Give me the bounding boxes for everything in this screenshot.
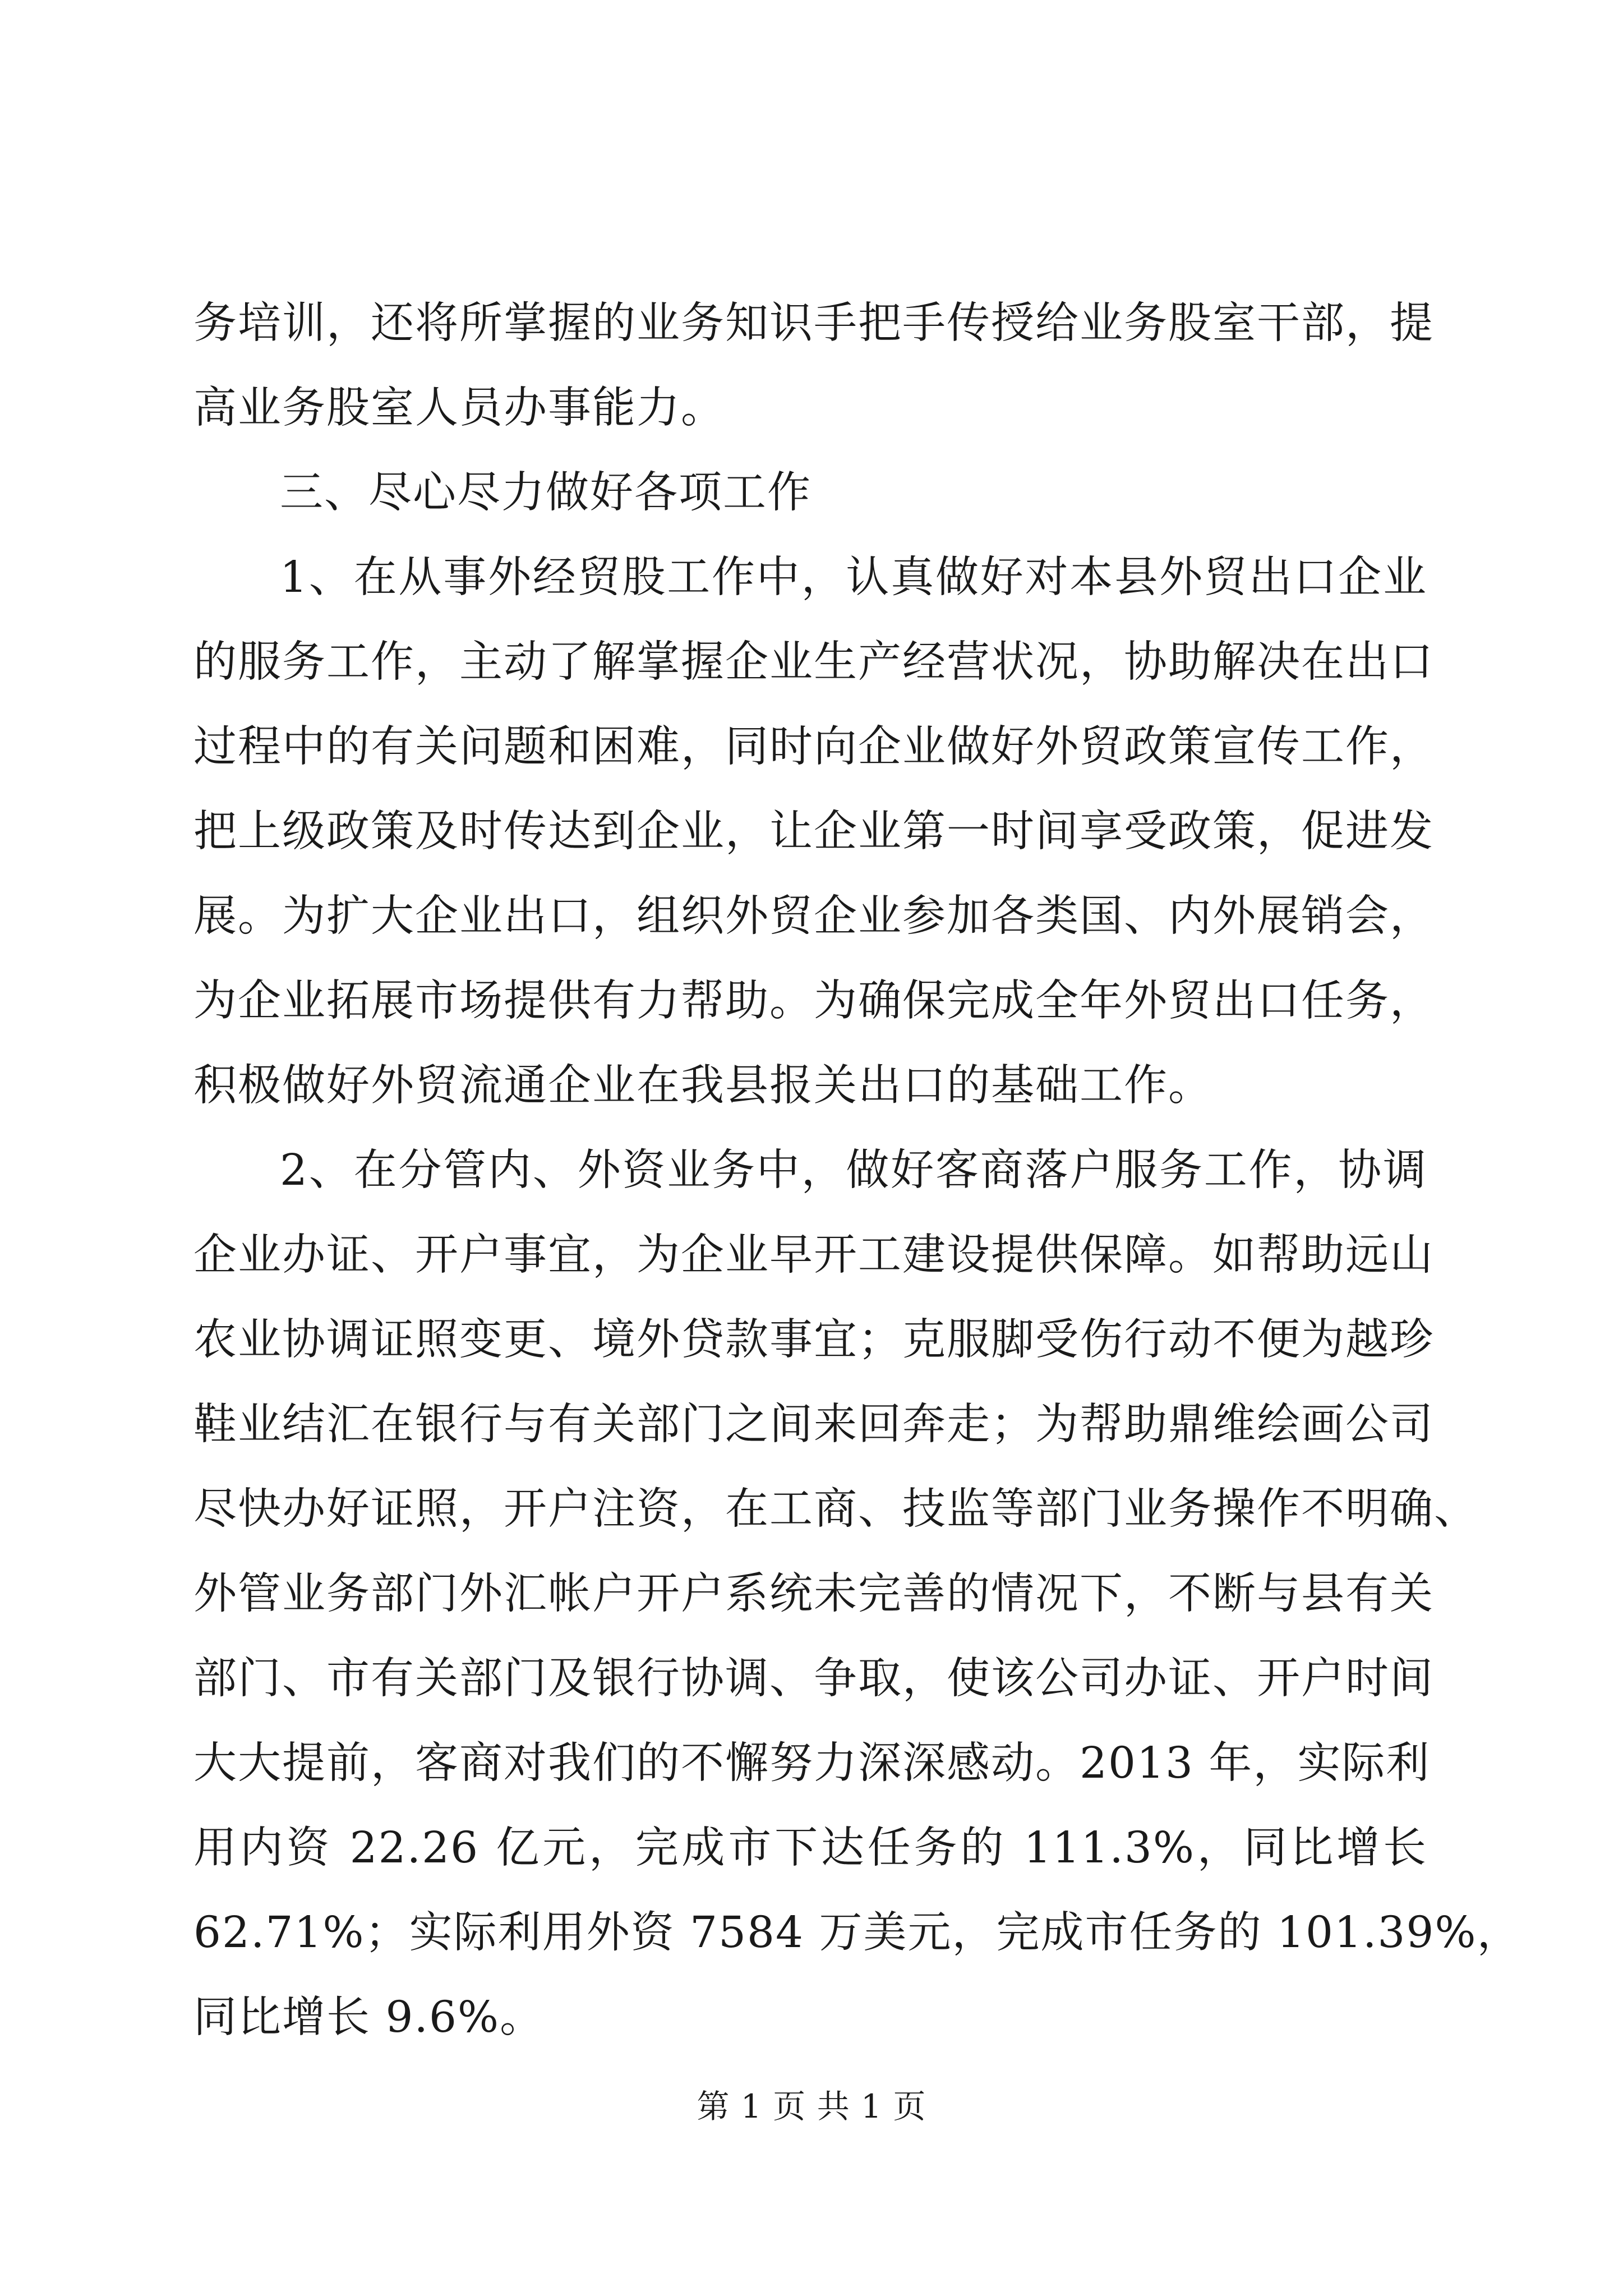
text-line: 过程中的有关问题和困难，同时向企业做好外贸政策宣传工作，	[193, 722, 1434, 772]
page-footer: 第 1 页 共 1 页	[697, 2087, 926, 2125]
text-line: 外管业务部门外汇帐户开户系统未完善的情况下，不断与县有关	[193, 1569, 1434, 1619]
text-line: 2、在分管内、外资业务中，做好客商落户服务工作，协调	[280, 1145, 1427, 1195]
text-line: 尽快办好证照，开户注资，在工商、技监等部门业务操作不明确、	[193, 1484, 1478, 1534]
text-line: 展。为扩大企业出口，组织外贸企业参加各类国、内外展销会，	[193, 891, 1434, 941]
text-line: 用内资 22.26 亿元，完成市下达任务的 111.3%，同比增长	[193, 1823, 1427, 1873]
text-line: 1、在从事外经贸股工作中，认真做好对本县外贸出口企业	[280, 553, 1427, 602]
text-line: 务培训，还将所掌握的业务知识手把手传授给业务股室干部，提	[193, 298, 1434, 348]
text-line: 鞋业结汇在银行与有关部门之间来回奔走；为帮助鼎维绘画公司	[193, 1400, 1434, 1450]
text-line: 62.71%；实际利用外资 7584 万美元，完成市任务的 101.39%，	[193, 1908, 1521, 1958]
text-line: 农业协调证照变更、境外贷款事宜；克服脚受伤行动不便为越珍	[193, 1315, 1434, 1365]
text-line: 高业务股室人员办事能力。	[193, 383, 725, 433]
text-line: 企业办证、开户事宜，为企业早开工建设提供保障。如帮助远山	[193, 1230, 1434, 1280]
text-line: 的服务工作，主动了解掌握企业生产经营状况，协助解决在出口	[193, 637, 1434, 687]
document-body	[193, 297, 1521, 2044]
text-line: 积极做好外贸流通企业在我县报关出口的基础工作。	[193, 1061, 1212, 1111]
text-line: 部门、市有关部门及银行协调、争取，使该公司办证、开户时间	[193, 1654, 1434, 1704]
text-line: 同比增长 9.6%。	[193, 1993, 545, 2042]
text-line: 把上级政策及时传达到企业，让企业第一时间享受政策，促进发	[193, 807, 1434, 857]
text-line: 三、尽心尽力做好各项工作	[280, 468, 811, 518]
text-line: 大大提前，客商对我们的不懈努力深深感动。2013 年，实际利	[193, 1738, 1431, 1788]
text-line: 为企业拓展市场提供有力帮助。为确保完成全年外贸出口任务，	[193, 976, 1434, 1026]
text-lines	[193, 297, 1521, 2044]
